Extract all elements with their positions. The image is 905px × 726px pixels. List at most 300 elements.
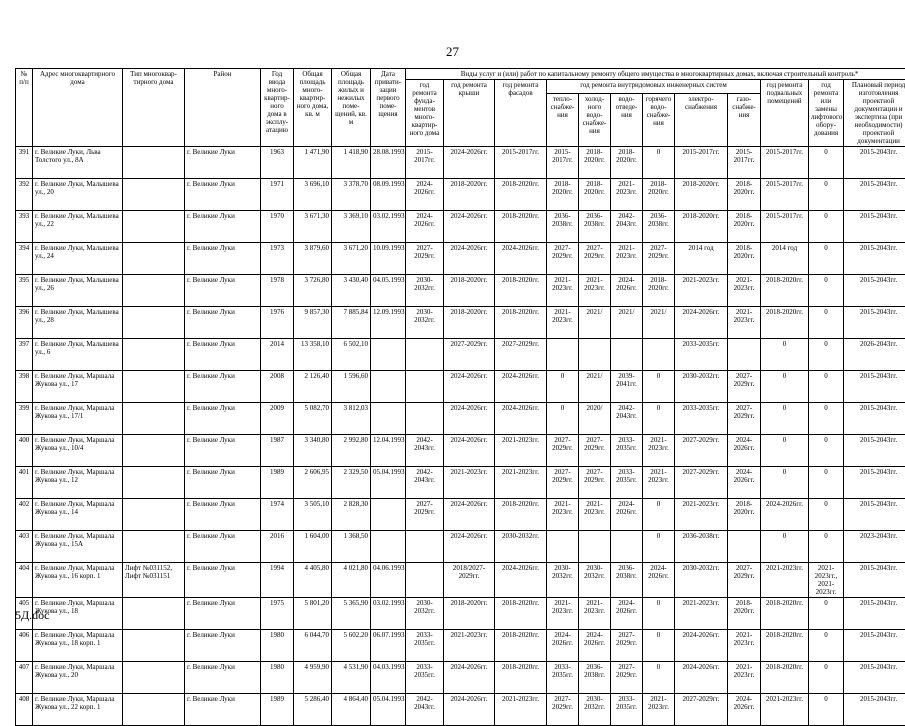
row-district: г. Великие Луки bbox=[185, 243, 261, 275]
row-heat: 0 bbox=[547, 403, 579, 435]
row-facade: 2021-2023гг. bbox=[495, 467, 547, 499]
row-privat-date: 12.09.1993 bbox=[371, 307, 406, 339]
row-district: г. Великие Луки bbox=[185, 147, 261, 179]
row-house-type bbox=[123, 403, 185, 435]
row-address: г. Великие Луки, Малышева ул., 22 bbox=[33, 211, 123, 243]
row-roof: 2024-2026гг. bbox=[444, 435, 495, 467]
table-body bbox=[16, 147, 905, 726]
header-works-group: Виды услуг и (или) работ по капитальному ремонту общего имущества в многоквартирных домах, включая строительный контроль* bbox=[406, 69, 905, 80]
row-total-area: 4 959,90 bbox=[294, 662, 332, 694]
row-house-type bbox=[123, 147, 185, 179]
row-foundation bbox=[406, 531, 444, 563]
row-hot-water: 0 bbox=[643, 598, 675, 630]
row-year: 1987 bbox=[261, 435, 294, 467]
header-district: Район bbox=[185, 69, 261, 147]
row-foundation: 2027-2029гг. bbox=[406, 243, 444, 275]
row-living-area: 3 430,40 bbox=[332, 275, 371, 307]
header-hot-water: горячего водо-снабже-ния bbox=[643, 93, 675, 146]
row-sewer: 2033-2035гг. bbox=[611, 694, 643, 726]
row-heat: 2015-2017гг. bbox=[547, 147, 579, 179]
row-address: г. Великие Луки, Маршала Жукова ул., 18 bbox=[33, 598, 123, 630]
row-sewer: 2018-2020гг. bbox=[611, 147, 643, 179]
row-total-area: 3 696,10 bbox=[294, 179, 332, 211]
row-gas: 2021-2023гг. bbox=[728, 307, 761, 339]
row-district: г. Великие Луки bbox=[185, 275, 261, 307]
header-sewer: водо-отведе-ния bbox=[611, 93, 643, 146]
row-hot-water: 2018-2020гг. bbox=[643, 179, 675, 211]
row-year: 1989 bbox=[261, 467, 294, 499]
table-row bbox=[16, 211, 905, 243]
row-house-type bbox=[123, 211, 185, 243]
row-foundation bbox=[406, 403, 444, 435]
row-num: 392 bbox=[16, 179, 33, 211]
row-lift: 0 bbox=[809, 662, 844, 694]
row-lift: 0 bbox=[809, 275, 844, 307]
row-project: 2015-2043гг. bbox=[844, 307, 905, 339]
row-lift: 0 bbox=[809, 147, 844, 179]
row-lift: 0 bbox=[809, 339, 844, 371]
row-living-area: 7 885,84 bbox=[332, 307, 371, 339]
row-district: г. Великие Луки bbox=[185, 179, 261, 211]
row-heat: 2027-2029гг. bbox=[547, 435, 579, 467]
row-num: 391 bbox=[16, 147, 33, 179]
row-roof: 2024-2026гг. bbox=[444, 403, 495, 435]
row-privat-date: 06.07.1993 bbox=[371, 630, 406, 662]
row-gas bbox=[728, 531, 761, 563]
row-year: 2009 bbox=[261, 403, 294, 435]
row-sewer bbox=[611, 531, 643, 563]
table-row bbox=[16, 598, 905, 630]
table-row bbox=[16, 563, 905, 598]
row-basement: 0 bbox=[761, 371, 809, 403]
row-total-area: 3 879,60 bbox=[294, 243, 332, 275]
row-foundation: 2042-2043гг. bbox=[406, 467, 444, 499]
row-basement: 2018-2020гг. bbox=[761, 630, 809, 662]
row-num: 405 bbox=[16, 598, 33, 630]
row-hot-water: 0 bbox=[643, 147, 675, 179]
row-year: 1976 bbox=[261, 307, 294, 339]
row-privat-date bbox=[371, 403, 406, 435]
row-year: 1980 bbox=[261, 630, 294, 662]
row-cold-water bbox=[579, 339, 611, 371]
row-roof: 2018/2027-2029гг. bbox=[444, 563, 495, 598]
row-year: 1975 bbox=[261, 598, 294, 630]
row-roof: 2021-2023гг. bbox=[444, 467, 495, 499]
header-address: Адрес многоквартирного дома bbox=[33, 69, 123, 147]
row-sewer bbox=[611, 339, 643, 371]
row-house-type bbox=[123, 694, 185, 726]
row-cold-water: 2021-2023гг. bbox=[579, 598, 611, 630]
row-lift: 0 bbox=[809, 499, 844, 531]
row-electric: 2021-2023гг. bbox=[675, 598, 728, 630]
row-district: г. Великие Луки bbox=[185, 662, 261, 694]
row-project: 2015-2043гг. bbox=[844, 403, 905, 435]
row-project: 2015-2043гг. bbox=[844, 499, 905, 531]
row-living-area: 3 812,03 bbox=[332, 403, 371, 435]
row-gas: 2018-2020гг. bbox=[728, 211, 761, 243]
row-total-area: 5 082,70 bbox=[294, 403, 332, 435]
row-basement: 0 bbox=[761, 467, 809, 499]
row-project: 2015-2043гг. bbox=[844, 694, 905, 726]
table-row bbox=[16, 339, 905, 371]
row-basement: 2014 год bbox=[761, 243, 809, 275]
row-gas: 2018-2020гг. bbox=[728, 243, 761, 275]
row-foundation: 2027-2029гг. bbox=[406, 499, 444, 531]
row-heat: 2018-2020гг. bbox=[547, 179, 579, 211]
row-district: г. Великие Луки bbox=[185, 598, 261, 630]
row-hot-water: 2021-2023гг. bbox=[643, 467, 675, 499]
row-facade: 2021-2023гг. bbox=[495, 435, 547, 467]
row-year: 1971 bbox=[261, 179, 294, 211]
row-address: г. Великие Луки, Маршала Жукова ул., 22 корп. 1 bbox=[33, 694, 123, 726]
row-living-area: 4 531,90 bbox=[332, 662, 371, 694]
row-lift: 0 bbox=[809, 630, 844, 662]
header-engineering-group: год ремонта внутридомовых инженерных систем bbox=[547, 80, 761, 94]
row-gas: 2024-2026гг. bbox=[728, 694, 761, 726]
row-year: 1970 bbox=[261, 211, 294, 243]
row-gas: 2021-2023гг. bbox=[728, 275, 761, 307]
row-total-area: 6 044,70 bbox=[294, 630, 332, 662]
row-sewer: 2024-2026гг. bbox=[611, 598, 643, 630]
row-sewer: 2042-2043гг. bbox=[611, 211, 643, 243]
row-district: г. Великие Луки bbox=[185, 499, 261, 531]
row-heat: 2021-2023гг. bbox=[547, 275, 579, 307]
row-sewer: 2027-2029гг. bbox=[611, 630, 643, 662]
row-address: г. Великие Луки, Маршала Жукова ул., 15А bbox=[33, 531, 123, 563]
row-num: 402 bbox=[16, 499, 33, 531]
row-facade: 2018-2020гг. bbox=[495, 179, 547, 211]
row-project: 2015-2043гг. bbox=[844, 467, 905, 499]
row-cold-water: 2020/ bbox=[579, 403, 611, 435]
row-house-type bbox=[123, 275, 185, 307]
row-gas: 2015-2017гг. bbox=[728, 147, 761, 179]
row-facade: 2027-2029гг. bbox=[495, 339, 547, 371]
row-electric: 2021-2023гг. bbox=[675, 499, 728, 531]
row-project: 2015-2043гг. bbox=[844, 630, 905, 662]
row-living-area: 2 329,50 bbox=[332, 467, 371, 499]
row-electric: 2030-2032гг. bbox=[675, 563, 728, 598]
row-sewer: 2021/ bbox=[611, 307, 643, 339]
row-basement: 2015-2017гг. bbox=[761, 147, 809, 179]
row-heat: 2021-2023гг. bbox=[547, 499, 579, 531]
row-house-type bbox=[123, 467, 185, 499]
table-header bbox=[16, 69, 905, 147]
row-facade: 2030-2032гг. bbox=[495, 531, 547, 563]
row-hot-water: 0 bbox=[643, 499, 675, 531]
row-roof: 2024-2026гг. bbox=[444, 211, 495, 243]
row-gas: 2027-2029гг. bbox=[728, 403, 761, 435]
row-roof: 2024-2026гг. bbox=[444, 147, 495, 179]
header-project: Плановый период изготовления проектной документации и экспертиза (при необходимости) проектной документации bbox=[844, 80, 905, 147]
row-total-area: 13 358,10 bbox=[294, 339, 332, 371]
row-facade: 2018-2020гг. bbox=[495, 662, 547, 694]
row-electric: 2018-2020гг. bbox=[675, 179, 728, 211]
row-facade: 2018-2020гг. bbox=[495, 598, 547, 630]
row-address: г. Великие Луки, Льва Толстого ул., 8А bbox=[33, 147, 123, 179]
row-address: г. Великие Луки, Малышева ул., 28 bbox=[33, 307, 123, 339]
row-cold-water: 2021-2023гг. bbox=[579, 275, 611, 307]
header-num: № п/п bbox=[16, 69, 33, 147]
row-foundation bbox=[406, 339, 444, 371]
row-address: г. Великие Луки, Малышева ул., 26 bbox=[33, 275, 123, 307]
row-gas: 2018-2020гг. bbox=[728, 179, 761, 211]
row-cold-water: 2036-2038гг. bbox=[579, 662, 611, 694]
row-house-type bbox=[123, 179, 185, 211]
row-electric: 2027-2029гг. bbox=[675, 694, 728, 726]
row-cold-water: 2027-2029гг. bbox=[579, 467, 611, 499]
row-cold-water: 2021-2023гг. bbox=[579, 499, 611, 531]
row-num: 406 bbox=[16, 630, 33, 662]
row-roof: 2024-2026гг. bbox=[444, 531, 495, 563]
row-hot-water: 0 bbox=[643, 662, 675, 694]
row-electric: 2018-2020гг. bbox=[675, 211, 728, 243]
row-house-type bbox=[123, 339, 185, 371]
table-row bbox=[16, 275, 905, 307]
row-lift: 0 bbox=[809, 243, 844, 275]
row-project: 2015-2043гг. bbox=[844, 563, 905, 598]
table-row bbox=[16, 403, 905, 435]
row-total-area: 3 726,80 bbox=[294, 275, 332, 307]
row-cold-water: 2018-2020гг. bbox=[579, 147, 611, 179]
row-heat: 2021-2023гг. bbox=[547, 307, 579, 339]
row-lift: 0 bbox=[809, 531, 844, 563]
row-heat bbox=[547, 531, 579, 563]
row-district: г. Великие Луки bbox=[185, 435, 261, 467]
row-hot-water: 2027-2029гг. bbox=[643, 243, 675, 275]
row-project: 2015-2043гг. bbox=[844, 598, 905, 630]
row-district: г. Великие Луки bbox=[185, 630, 261, 662]
row-heat: 0 bbox=[547, 371, 579, 403]
row-roof: 2018-2020гг. bbox=[444, 179, 495, 211]
row-total-area: 1 604,00 bbox=[294, 531, 332, 563]
row-basement: 2018-2020гг. bbox=[761, 275, 809, 307]
table-row bbox=[16, 694, 905, 726]
row-district: г. Великие Луки bbox=[185, 339, 261, 371]
row-lift: 0 bbox=[809, 694, 844, 726]
row-house-type: Лифт №031152, Лифт №031151 bbox=[123, 563, 185, 598]
row-living-area: 3 369,10 bbox=[332, 211, 371, 243]
row-roof: 2024-2026гг. bbox=[444, 499, 495, 531]
row-cold-water: 2021/ bbox=[579, 371, 611, 403]
header-cold-water: холод-ного водо-снабже-ния bbox=[579, 93, 611, 146]
row-district: г. Великие Луки bbox=[185, 563, 261, 598]
row-num: 403 bbox=[16, 531, 33, 563]
row-year: 1994 bbox=[261, 563, 294, 598]
row-address: г. Великие Луки, Маршала Жукова ул., 14 bbox=[33, 499, 123, 531]
row-basement: 2024-2026гг. bbox=[761, 499, 809, 531]
row-basement: 2018-2020гг. bbox=[761, 598, 809, 630]
header-house-type: Тип многоквар-тирного дома bbox=[123, 69, 185, 147]
table-row bbox=[16, 307, 905, 339]
row-num: 396 bbox=[16, 307, 33, 339]
row-living-area: 5 602,20 bbox=[332, 630, 371, 662]
row-district: г. Великие Луки bbox=[185, 403, 261, 435]
row-sewer: 2027-2029гг. bbox=[611, 662, 643, 694]
row-hot-water: 2024-2026гг. bbox=[643, 563, 675, 598]
row-sewer: 2033-2035гг. bbox=[611, 435, 643, 467]
row-year: 2014 bbox=[261, 339, 294, 371]
row-lift: 0 bbox=[809, 179, 844, 211]
row-year: 1963 bbox=[261, 147, 294, 179]
row-num: 407 bbox=[16, 662, 33, 694]
row-electric: 2015-2017гг. bbox=[675, 147, 728, 179]
row-privat-date: 03.02.1993 bbox=[371, 211, 406, 243]
row-year: 1974 bbox=[261, 499, 294, 531]
row-privat-date: 04.03.1993 bbox=[371, 662, 406, 694]
table-row bbox=[16, 662, 905, 694]
row-living-area: 4 021,80 bbox=[332, 563, 371, 598]
row-address: г. Великие Луки, Малышева ул., 6 bbox=[33, 339, 123, 371]
table-row bbox=[16, 147, 905, 179]
row-living-area: 3 378,70 bbox=[332, 179, 371, 211]
row-basement: 2021-2023гг. bbox=[761, 563, 809, 598]
row-roof: 2024-2026гг. bbox=[444, 662, 495, 694]
row-hot-water: 2021-2023гг. bbox=[643, 435, 675, 467]
row-cold-water: 2024-2026гг. bbox=[579, 630, 611, 662]
table-row bbox=[16, 371, 905, 403]
row-roof: 2024-2026гг. bbox=[444, 243, 495, 275]
row-roof: 2024-2026гг. bbox=[444, 694, 495, 726]
row-electric: 2030-2032гг. bbox=[675, 371, 728, 403]
row-facade: 2018-2020гг. bbox=[495, 307, 547, 339]
row-lift: 0 bbox=[809, 598, 844, 630]
row-living-area: 1 418,90 bbox=[332, 147, 371, 179]
row-gas: 2024-2026гг. bbox=[728, 467, 761, 499]
row-num: 404 bbox=[16, 563, 33, 598]
header-electric: электро-снабжения bbox=[675, 93, 728, 146]
row-cold-water bbox=[579, 531, 611, 563]
row-basement: 0 bbox=[761, 435, 809, 467]
row-living-area: 2 992,80 bbox=[332, 435, 371, 467]
row-privat-date: 10.09.1993 bbox=[371, 243, 406, 275]
table-row bbox=[16, 531, 905, 563]
row-hot-water: 0 bbox=[643, 630, 675, 662]
row-foundation bbox=[406, 563, 444, 598]
row-cold-water: 2036-2038гг. bbox=[579, 211, 611, 243]
row-total-area: 3 505,10 bbox=[294, 499, 332, 531]
row-heat: 2027-2029гг. bbox=[547, 243, 579, 275]
row-project: 2023-2043гг. bbox=[844, 531, 905, 563]
capital-repair-table bbox=[15, 68, 905, 726]
row-house-type bbox=[123, 598, 185, 630]
row-house-type bbox=[123, 307, 185, 339]
row-roof: 2018-2020гг. bbox=[444, 598, 495, 630]
table-row bbox=[16, 243, 905, 275]
row-foundation: 2042-2043гг. bbox=[406, 435, 444, 467]
row-privat-date: 12.04.1993 bbox=[371, 435, 406, 467]
row-foundation: 2033-2035гг. bbox=[406, 662, 444, 694]
row-district: г. Великие Луки bbox=[185, 307, 261, 339]
row-heat: 2033-2035гг. bbox=[547, 662, 579, 694]
table-row bbox=[16, 467, 905, 499]
row-sewer: 2039-2041гг. bbox=[611, 371, 643, 403]
row-total-area: 2 606,95 bbox=[294, 467, 332, 499]
row-year: 2008 bbox=[261, 371, 294, 403]
row-gas: 2018-2020гг. bbox=[728, 598, 761, 630]
row-foundation: 2030-2032гг. bbox=[406, 307, 444, 339]
page-number: 27 bbox=[0, 44, 905, 60]
row-cold-water: 2027-2029гг. bbox=[579, 243, 611, 275]
row-privat-date: 08.09.1993 bbox=[371, 179, 406, 211]
row-hot-water bbox=[643, 339, 675, 371]
row-privat-date: 05.04.1993 bbox=[371, 467, 406, 499]
row-project: 2015-2043гг. bbox=[844, 662, 905, 694]
row-address: г. Великие Луки, Маршала Жукова ул., 17 bbox=[33, 371, 123, 403]
header-basement: год ремонта подвальных помещений bbox=[761, 80, 809, 147]
row-living-area: 4 864,40 bbox=[332, 694, 371, 726]
row-address: г. Великие Луки, Малышева ул., 20 bbox=[33, 179, 123, 211]
row-total-area: 5 286,40 bbox=[294, 694, 332, 726]
row-address: г. Великие Луки, Маршала Жукова ул., 17/1 bbox=[33, 403, 123, 435]
row-electric: 2033-2035гг. bbox=[675, 403, 728, 435]
row-sewer: 2042-2043гг. bbox=[611, 403, 643, 435]
row-house-type bbox=[123, 630, 185, 662]
row-project: 2015-2043гг. bbox=[844, 211, 905, 243]
row-basement: 2021-2023гг. bbox=[761, 694, 809, 726]
row-electric: 2027-2029гг. bbox=[675, 435, 728, 467]
row-facade: 2024-2026гг. bbox=[495, 243, 547, 275]
row-num: 395 bbox=[16, 275, 33, 307]
table-row bbox=[16, 499, 905, 531]
row-roof: 2021-2023гг. bbox=[444, 630, 495, 662]
row-electric: 2024-2026гг. bbox=[675, 630, 728, 662]
row-house-type bbox=[123, 371, 185, 403]
row-gas: 2024-2026гг. bbox=[728, 435, 761, 467]
row-address: г. Великие Луки, Маршала Жукова ул., 10/4 bbox=[33, 435, 123, 467]
row-basement: 2018-2020гг. bbox=[761, 662, 809, 694]
row-foundation: 2030-2032гг. bbox=[406, 598, 444, 630]
row-year: 2016 bbox=[261, 531, 294, 563]
header-heat: тепло-снабже-ния bbox=[547, 93, 579, 146]
header-foundation: год ремонта фунда-ментов много-квартир-ного дома bbox=[406, 80, 444, 147]
row-foundation: 2030-2032гг. bbox=[406, 275, 444, 307]
row-house-type bbox=[123, 662, 185, 694]
row-privat-date: 03.02.1993 bbox=[371, 598, 406, 630]
row-total-area: 3 671,30 bbox=[294, 211, 332, 243]
row-basement: 0 bbox=[761, 403, 809, 435]
row-basement: 2018-2020гг. bbox=[761, 307, 809, 339]
row-lift: 0 bbox=[809, 403, 844, 435]
row-project: 2026-2043гг. bbox=[844, 339, 905, 371]
row-heat: 2024-2026гг. bbox=[547, 630, 579, 662]
row-foundation: 2042-2043гг. bbox=[406, 694, 444, 726]
row-num: 398 bbox=[16, 371, 33, 403]
row-hot-water: 2021-2023гг. bbox=[643, 694, 675, 726]
row-heat: 2027-2029гг. bbox=[547, 467, 579, 499]
row-roof: 2024-2026гг. bbox=[444, 371, 495, 403]
row-facade: 2024-2026гг. bbox=[495, 371, 547, 403]
row-facade: 2024-2026гг. bbox=[495, 563, 547, 598]
row-gas: 2027-2029гг. bbox=[728, 371, 761, 403]
row-house-type bbox=[123, 499, 185, 531]
row-lift: 0 bbox=[809, 307, 844, 339]
row-basement: 0 bbox=[761, 339, 809, 371]
row-privat-date: 05.04.1993 bbox=[371, 694, 406, 726]
row-cold-water: 2018-2020гг. bbox=[579, 179, 611, 211]
row-privat-date: 04.05.1993 bbox=[371, 275, 406, 307]
row-num: 399 bbox=[16, 403, 33, 435]
row-total-area: 4 405,80 bbox=[294, 563, 332, 598]
row-project: 2015-2043гг. bbox=[844, 179, 905, 211]
row-year: 1989 bbox=[261, 694, 294, 726]
row-year: 1980 bbox=[261, 662, 294, 694]
row-address: г. Великие Луки, Маршала Жукова ул., 20 bbox=[33, 662, 123, 694]
row-total-area: 5 801,20 bbox=[294, 598, 332, 630]
row-heat: 2036-2038гг. bbox=[547, 211, 579, 243]
row-facade: 2015-2017гг. bbox=[495, 147, 547, 179]
row-electric: 2027-2029гг. bbox=[675, 467, 728, 499]
row-district: г. Великие Луки bbox=[185, 467, 261, 499]
